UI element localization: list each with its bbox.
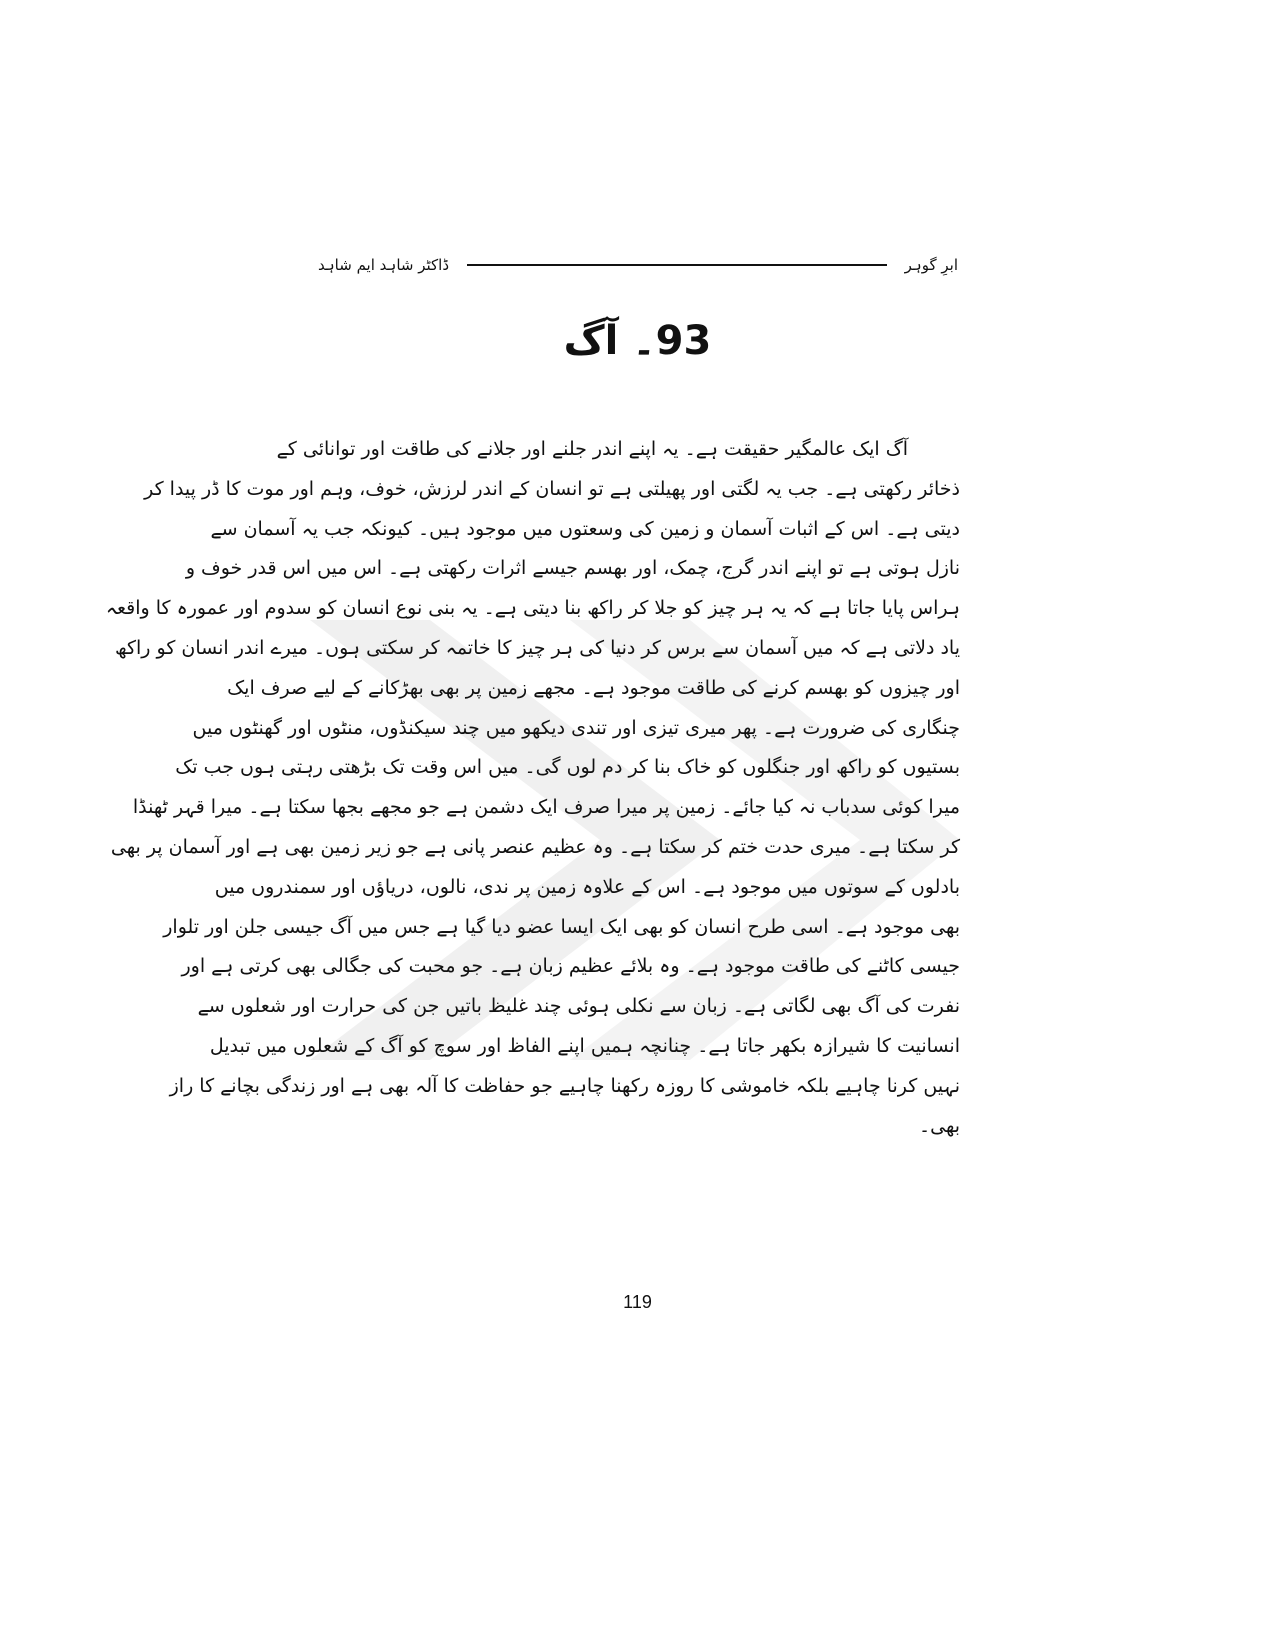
page-number: 119	[623, 1292, 652, 1312]
body-line: ذخائر رکھتی ہے۔ جب یہ لگتی اور پھیلتی ہے تو انسان کے اندر لرزش، خوف، وہم اور موت کا ڈر پیدا کر	[144, 477, 960, 500]
body-line: اور چیزوں کو بھسم کرنے کی طاقت موجود ہے۔ مجھے زمین پر بھی بھڑکانے کے لیے صرف ایک	[227, 676, 960, 699]
chapter-title: 93۔ آگ	[563, 318, 712, 364]
body-line: بستیوں کو راکھ اور جنگلوں کو خاک بنا کر دم لوں گی۔ میں اس وقت تک بڑھتی رہتی ہوں جب تک	[175, 756, 960, 779]
body-line: بھی موجود ہے۔ اسی طرح انسان کو بھی ایک ایسا عضو دیا گیا ہے جس میں آگ جیسی جلن اور تلوار	[163, 915, 960, 938]
body-line: نفرت کی آگ بھی لگاتی ہے۔ زبان سے نکلی ہوئی چند غلیظ باتیں جن کی حرارت اور شعلوں سے	[197, 995, 960, 1018]
body-line: یاد دلاتی ہے کہ میں آسمان سے برس کر دنیا کی ہر چیز کا خاتمہ کر سکتی ہوں۔ میرے اندر انسان کو راکھ	[114, 636, 960, 659]
header-rule	[467, 264, 887, 266]
body-line: دیتی ہے۔ اس کے اثبات آسمان و زمین کی وسعتوں میں موجود ہیں۔ کیونکہ جب یہ آسمان سے	[210, 517, 960, 540]
header-book-title: ابرِ گوہر	[904, 256, 958, 274]
body-line: بادلوں کے سوتوں میں موجود ہے۔ اس کے علاوہ زمین پر ندی، نالوں، دریاؤں اور سمندروں میں	[214, 875, 960, 898]
body-line: میرا کوئی سدباب نہ کیا جائے۔ زمین پر میرا صرف ایک دشمن ہے جو مجھے بجھا سکتا ہے۔ میرا قہر ٹھنڈا	[132, 796, 960, 819]
running-header	[318, 250, 958, 280]
body-line: نہیں کرنا چاہیے بلکہ خاموشی کا روزہ رکھنا چاہیے جو حفاظت کا آلہ بھی ہے اور زندگی بچانے کا راز	[169, 1074, 960, 1097]
body-text	[105, 430, 960, 1146]
body-line: بھی۔	[918, 1114, 960, 1137]
header-author: ڈاکٹر شاہد ایم شاہد	[318, 256, 450, 274]
body-line: آگ ایک عالمگیر حقیقت ہے۔ یہ اپنے اندر جلنے اور جلانے کی طاقت اور توانائی کے	[276, 438, 908, 460]
body-line: کر سکتا ہے۔ میری حدت ختم کر سکتا ہے۔ وہ عظیم عنصر پانی ہے جو زیر زمین بھی ہے اور آسمان پر بھی	[110, 835, 960, 858]
body-line: نازل ہوتی ہے تو اپنے اندر گرج، چمک، اور بھسم جیسے اثرات رکھتی ہے۔ اس میں اس قدر خوف و	[185, 557, 960, 580]
body-line: چنگاری کی ضرورت ہے۔ پھر میری تیزی اور تندی دیکھو میں چند سیکنڈوں، منٹوں اور گھنٹوں میں	[192, 716, 960, 739]
body-line: ہراس پایا جاتا ہے کہ یہ ہر چیز کو جلا کر راکھ بنا دیتی ہے۔ یہ بنی نوع انسان کو سدوم اور عمورہ کا واقعہ	[105, 597, 960, 620]
body-line: جیسی کاٹنے کی طاقت موجود ہے۔ وہ بلائے عظیم زبان ہے۔ جو محبت کی جگالی بھی کرتی ہے اور	[181, 955, 960, 978]
body-line: انسانیت کا شیرازہ بکھر جاتا ہے۔ چنانچہ ہمیں اپنے الفاظ اور سوچ کو آگ کے شعلوں میں تبدیل	[209, 1034, 960, 1057]
